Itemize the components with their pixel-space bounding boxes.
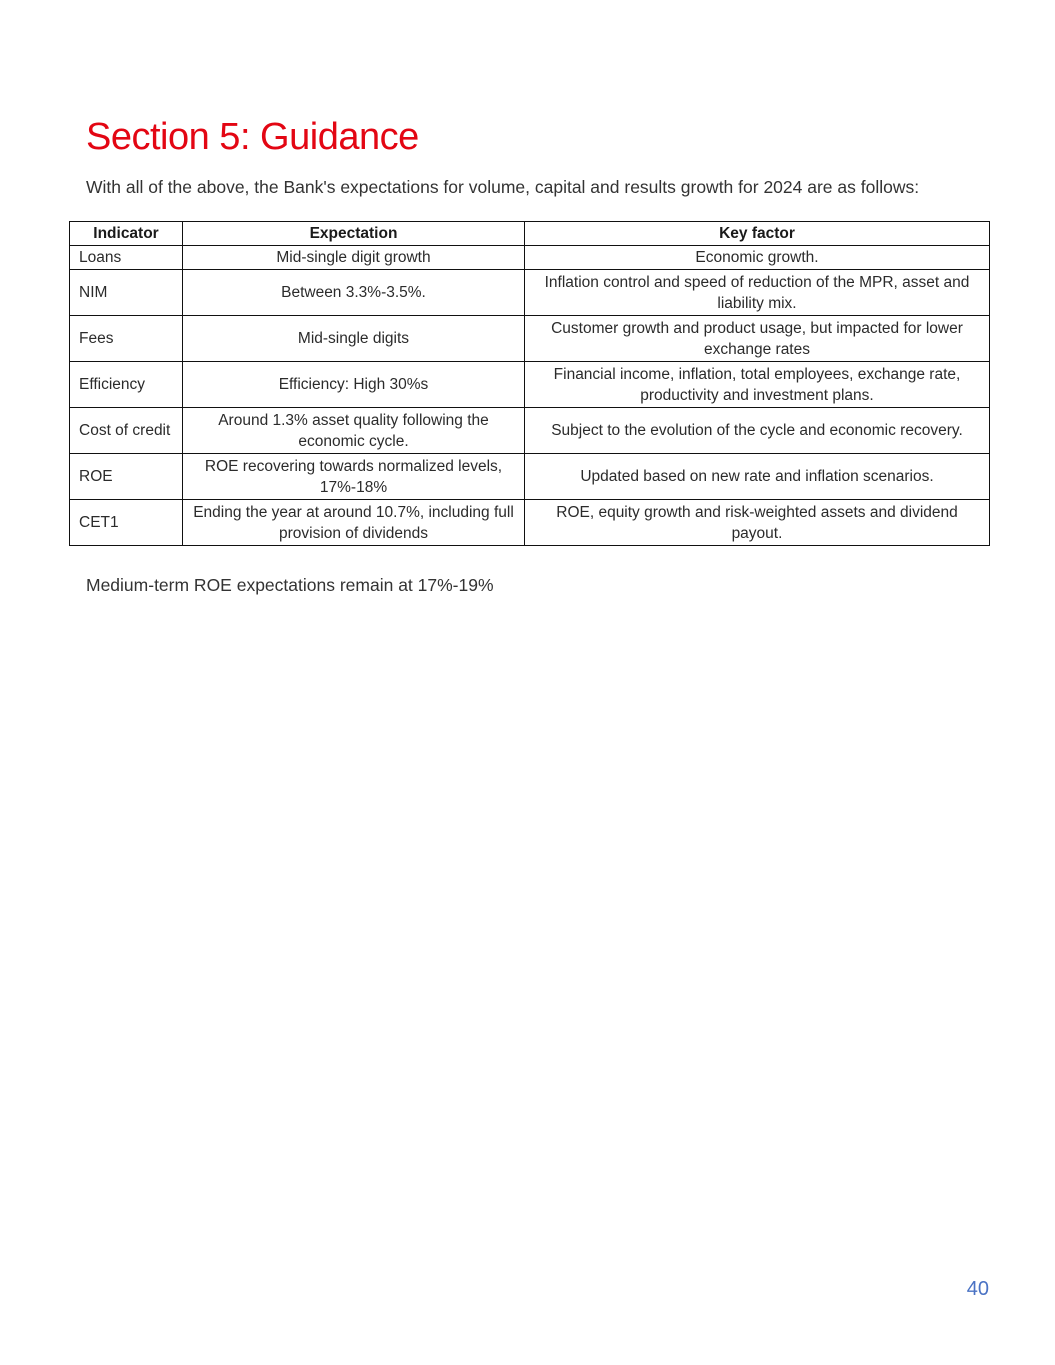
key-factor-cell: Inflation control and speed of reduction of the MPR, asset and liability mix. [525, 270, 990, 316]
key-factor-cell: ROE, equity growth and risk-weighted assets and dividend payout. [525, 500, 990, 546]
table-row [70, 408, 990, 454]
expectation-cell: Around 1.3% asset quality following the economic cycle. [183, 408, 525, 454]
indicator-cell: Loans [70, 246, 183, 270]
expectation-cell: Efficiency: High 30%s [183, 362, 525, 408]
table-row [70, 316, 990, 362]
column-header-indicator: Indicator [70, 222, 183, 246]
key-factor-cell: Updated based on new rate and inflation scenarios. [525, 454, 990, 500]
table-row [70, 500, 990, 546]
indicator-cell: Fees [70, 316, 183, 362]
expectation-cell: Between 3.3%-3.5%. [183, 270, 525, 316]
indicator-cell: Cost of credit [70, 408, 183, 454]
expectation-cell: Mid-single digit growth [183, 246, 525, 270]
indicator-cell: Efficiency [70, 362, 183, 408]
table-row [70, 454, 990, 500]
key-factor-cell: Economic growth. [525, 246, 990, 270]
section-title: Section 5: Guidance [86, 116, 419, 158]
indicator-cell: NIM [70, 270, 183, 316]
table-row [70, 246, 990, 270]
indicator-cell: ROE [70, 454, 183, 500]
page-number: 40 [966, 1278, 989, 1300]
expectation-cell: ROE recovering towards normalized levels, 17%-18% [183, 454, 525, 500]
key-factor-cell: Customer growth and product usage, but impacted for lower exchange rates [525, 316, 990, 362]
closing-paragraph: Medium-term ROE expectations remain at 17%-19% [86, 575, 494, 595]
table-row [70, 362, 990, 408]
key-factor-cell: Subject to the evolution of the cycle and economic recovery. [525, 408, 990, 454]
table-header-row [70, 222, 990, 246]
expectation-cell: Mid-single digits [183, 316, 525, 362]
column-header-expectation: Expectation [183, 222, 525, 246]
intro-paragraph: With all of the above, the Bank's expectations for volume, capital and results growth for 2024 are as follows: [86, 177, 920, 197]
key-factor-cell: Financial income, inflation, total employees, exchange rate, productivity and investment plans. [525, 362, 990, 408]
table-row [70, 270, 990, 316]
expectation-cell: Ending the year at around 10.7%, including full provision of dividends [183, 500, 525, 546]
column-header-key-factor: Key factor [525, 222, 990, 246]
guidance-table [69, 221, 990, 546]
indicator-cell: CET1 [70, 500, 183, 546]
